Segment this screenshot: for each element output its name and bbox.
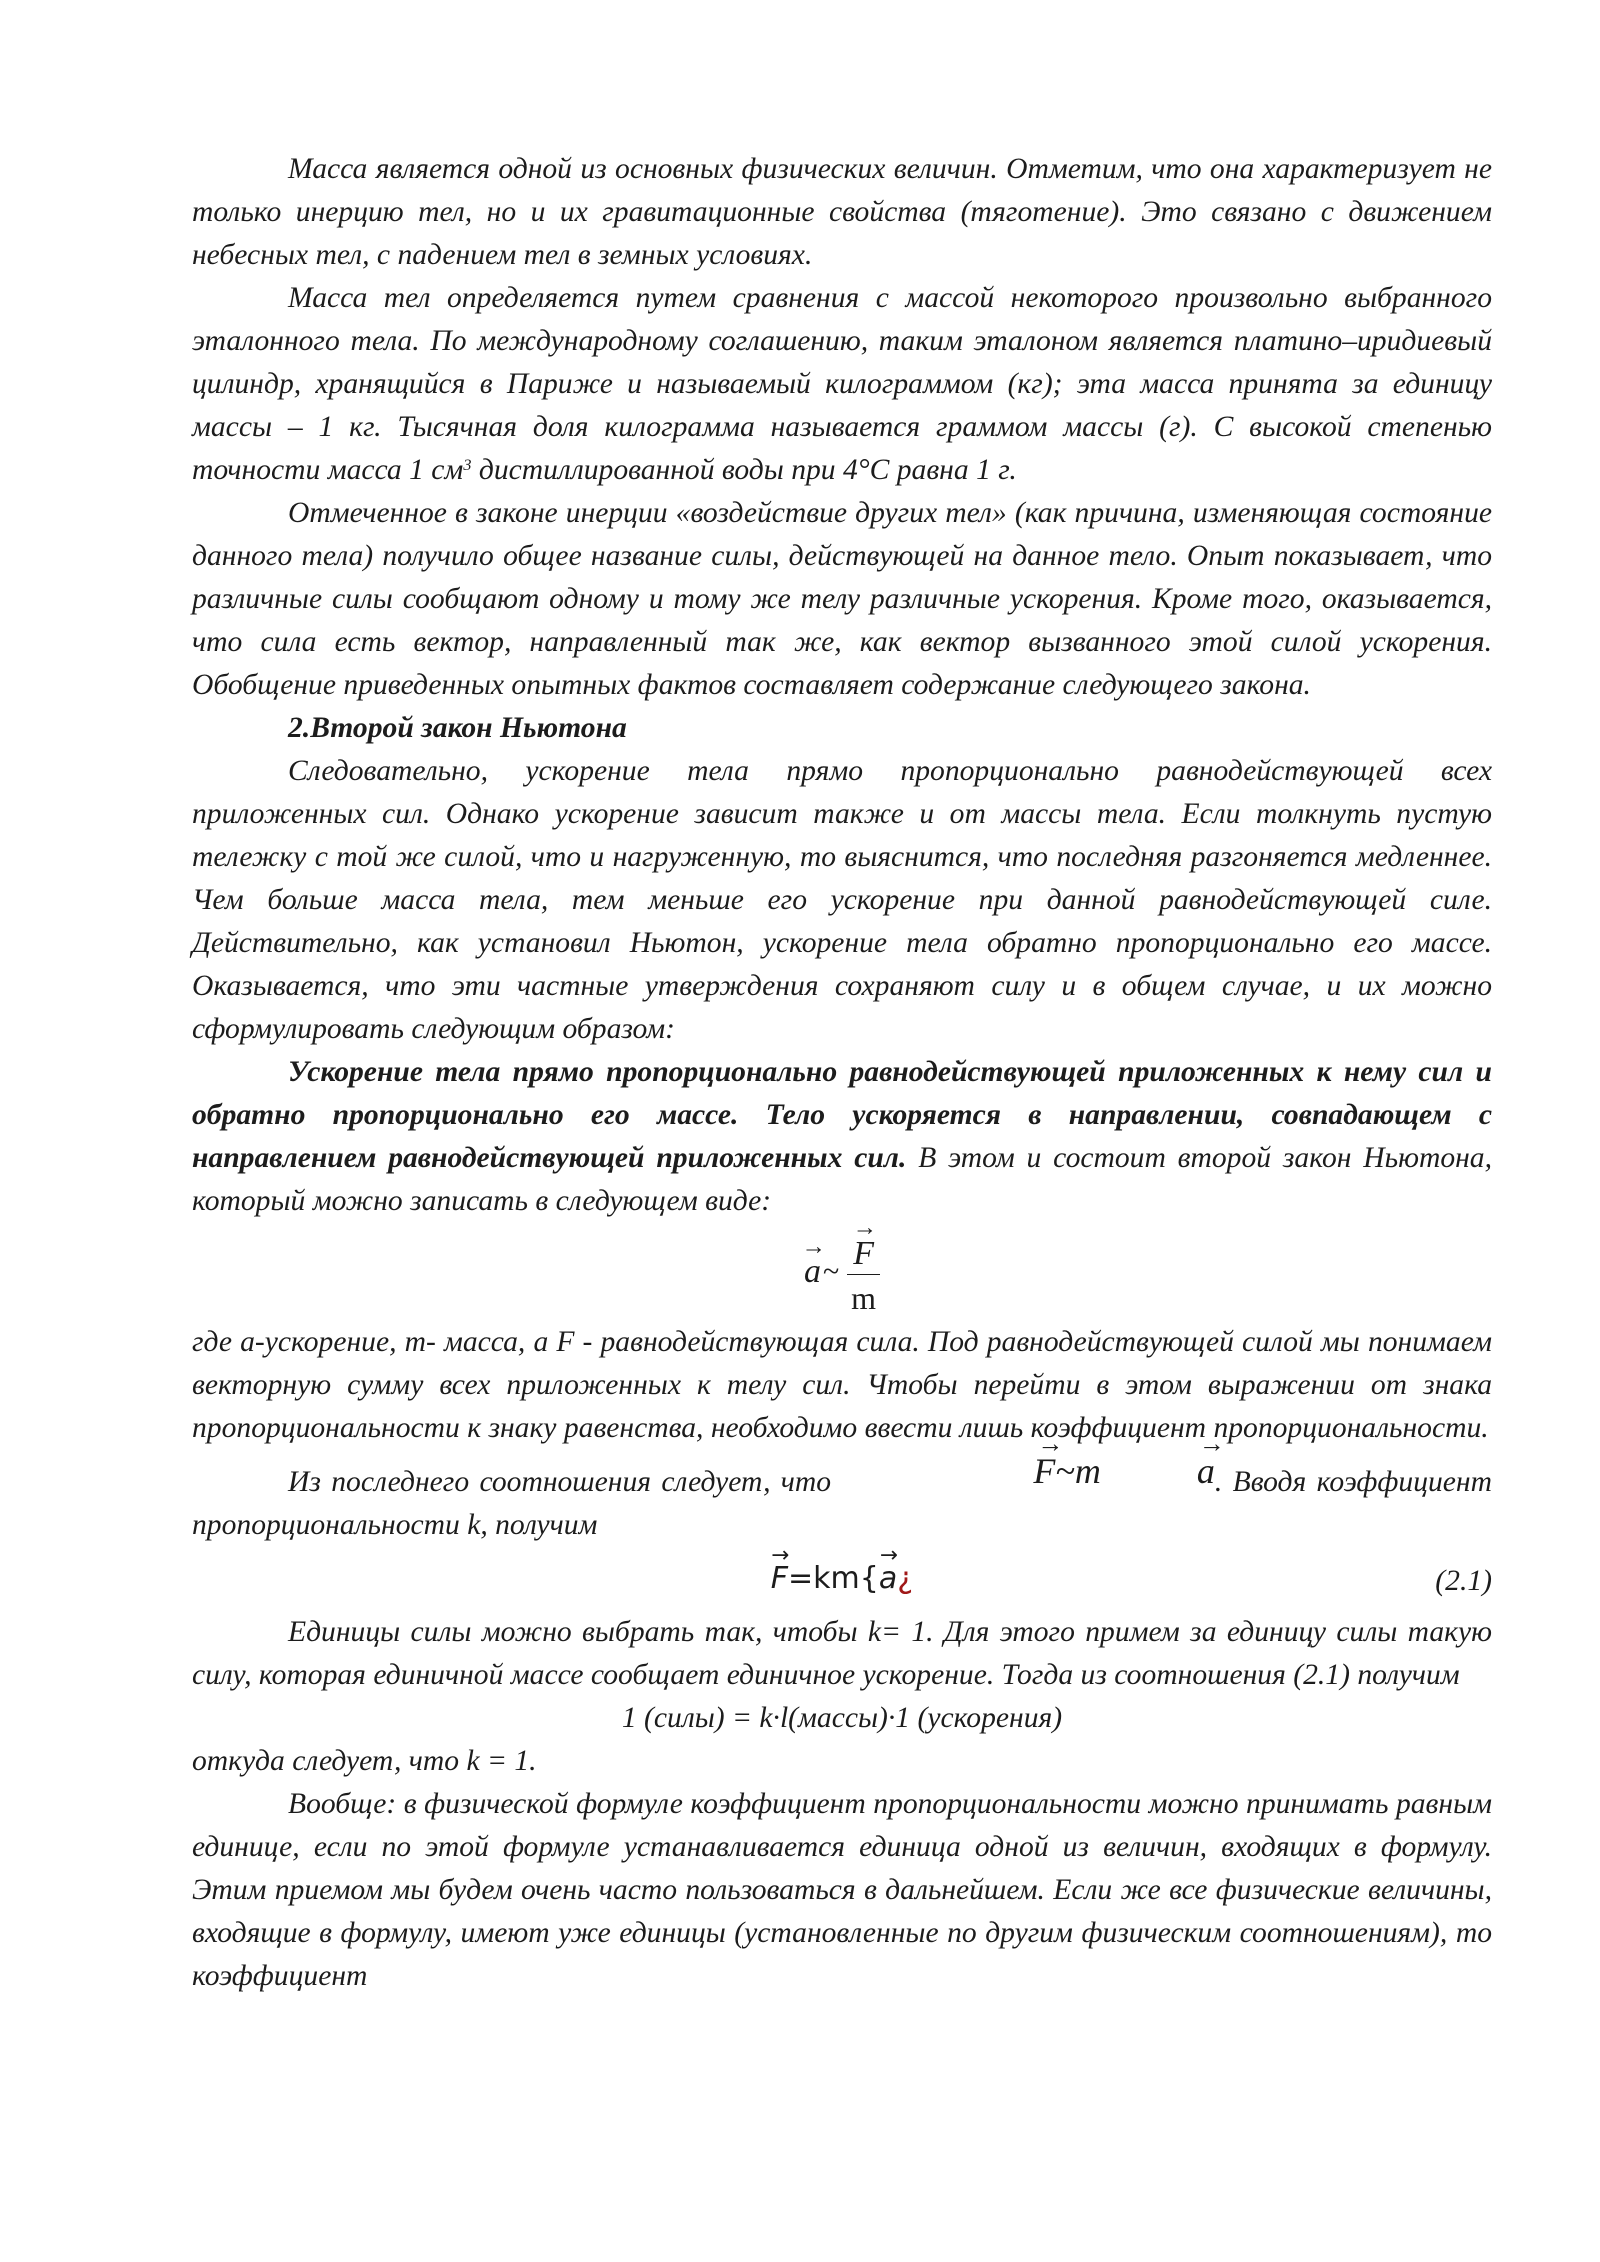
vector-a-eq: → a	[879, 1561, 897, 1596]
paragraph-relation	[192, 1451, 1492, 1547]
vector-f-eq: → F	[771, 1561, 788, 1596]
vector-a-inline: → a	[1101, 1450, 1215, 1493]
fraction	[847, 1226, 880, 1319]
mass-standard-text-end: дистиллированной воды при 4°С равна 1 г.	[471, 454, 1017, 486]
formula-f-ma	[841, 1450, 1214, 1493]
paragraph-units: Единицы силы можно выбрать так, чтобы k= 1. Для этого примем за единицу силы такую силу, которая единичной массе сообщает единичное ускорение. Тогда из соотношения (2.1) получим	[192, 1616, 1492, 1691]
paragraph-acceleration: Следовательно, ускорение тела прямо пропорционально равнодействующей всех приложенных сил. Однако ускорение зависит также и от массы тела. Если толкнуть пустую тележку с той же силой, что и нагруженную, то выяснится, что последняя разгоняется медленнее. Чем больше масса тела, тем меньше его ускорение при данной равнодействующей силе. Действительно, как установил Ньютон, ускорение тела обратно пропорционально его массе. Оказывается, что эти частные утверждения сохраняют силу и в общем случае, и их можно сформулировать следующим образом:	[192, 755, 1492, 1045]
fraction-numerator	[847, 1226, 880, 1275]
superscript-cube: 3	[463, 455, 472, 475]
paragraph-k-equals-one: откуда следует, что k = 1.	[192, 1745, 537, 1777]
paragraph-second-law	[192, 1051, 1492, 1223]
mass-inline: m	[1074, 1451, 1101, 1491]
vector-f-inline: → F	[937, 1450, 1055, 1493]
formula-units: 1 (силы) = k·l(массы)·1 (ускорения)	[621, 1702, 1063, 1734]
second-law-statement: Ускорение тела прямо пропорционально равнодействующей приложенных к нему сил и обратно пропорционально его массе. Тело ускоряется в направлении, совпадающем с направлением равнодействующей приложенных сил.	[192, 1056, 1492, 1174]
relation-text: Из последнего соотношения следует, что	[288, 1466, 842, 1498]
section-heading: 2.Второй закон Ньютона	[288, 712, 627, 744]
vector-f: → F	[853, 1234, 874, 1274]
tilde-sign: ~	[822, 1255, 840, 1288]
vector-a: → a	[804, 1253, 821, 1291]
equation-middle: =km{	[788, 1561, 879, 1596]
equation-2-1-body	[192, 1561, 1492, 1596]
equation-number: (2.1)	[1435, 1565, 1492, 1597]
paragraph-general: Вообще: в физической формуле коэффициент пропорциональности можно принимать равным единице, если по этой формуле устанавливается единица одной из величин, входящих в формулу. Этим приемом мы будем очень часто пользоваться в дальнейшем. Если же все физические величины, входящие в формулу, имеют уже единицы (установленные по другим физическим соотношениям), то коэффициент	[192, 1788, 1492, 1992]
second-law-followup: В этом и состоит второй закон Ньютона, который можно записать в следующем виде:	[192, 1142, 1492, 1217]
fraction-denominator: m	[851, 1279, 877, 1316]
equation-tail: ¿	[897, 1561, 914, 1596]
formula-proportional	[192, 1223, 1492, 1321]
mass-standard-text: Масса тел определяется путем сравнения с массой некоторого произвольно выбранного эталонного тела. По международному соглашению, таким эталоном является платино–иридиевый цилиндр, хранящийся в Париже и называемый килограммом (кг); эта масса принята за единицу массы – 1 кг. Тысячная доля килограмма называется граммом массы (г). С высокой степенью точности масса 1 см	[192, 282, 1492, 486]
paragraph-mass-intro: Масса является одной из основных физических величин. Отметим, что она характеризует не только инерцию тел, но и их гравитационные свойства (тяготение). Это связано с движением небесных тел, с падением тел в земных условиях.	[192, 153, 1492, 271]
paragraph-mass-standard	[192, 277, 1492, 492]
paragraph-definitions: где а-ускорение, m- масса, а F - равнодействующая сила. Под равнодействующей силой мы понимаем векторную сумму всех приложенных к телу сил. Чтобы перейти в этом выражении от знака пропорциональности к знаку равенства, необходимо ввести лишь коэффициент пропорциональности.	[192, 1326, 1492, 1444]
paragraph-force-definition: Отмеченное в законе инерции «воздействие других тел» (как причина, изменяющая состояние данного тела) получило общее название силы, действующей на данное тело. Опыт показывает, что различные силы сообщают одному и тому же телу различные ускорения. Кроме того, оказывается, что сила есть вектор, направленный так же, как вектор вызванного этой силой ускорения. Обобщение приведенных опытных фактов составляет содержание следующего закона.	[192, 497, 1492, 701]
relation-text-end: . Вводя коэффициент пропорциональности k, получим	[192, 1466, 1492, 1541]
tilde-inline: ~	[1055, 1451, 1075, 1491]
equation-2-1	[192, 1553, 1492, 1611]
